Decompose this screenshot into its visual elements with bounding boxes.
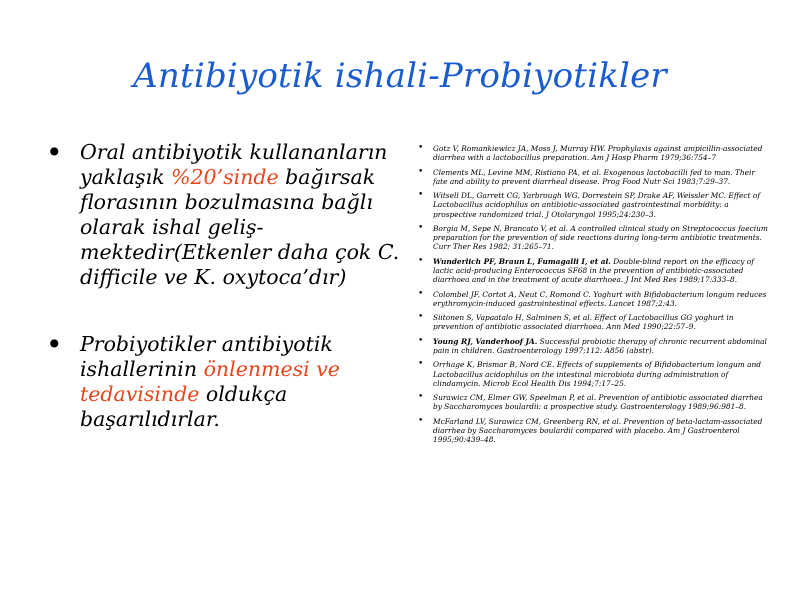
reference-item bbox=[412, 290, 768, 308]
main-bullet-list bbox=[46, 136, 406, 432]
bullet-dot-icon: • bbox=[418, 288, 424, 299]
reference-item bbox=[412, 257, 768, 285]
bullet-dot-icon: • bbox=[418, 222, 424, 233]
reference-item bbox=[412, 360, 768, 388]
reference-text: Double-blind report on the efficacy of lactic acid-producing Enterococcus SF68 in the prevention of antibiotic-associated diarrhoea and in the treatment of acute diarrhoea. J Int Med Res 1989;17:333–8. bbox=[433, 256, 754, 285]
reference-text: Siitonen S, Vapaatalo H, Salminen S, et al. Effect of Lactobacillus GG yoghurt in prevention of antibiotic associated diarrhoea. Ann Med 1990;22:57–9. bbox=[433, 313, 734, 332]
reference-text: McFarland LV, Surawicz CM, Greenberg RN, et al. Prevention of beta-lactam-associated diarrhea by Saccharomyces boulardii compared with placebo. Am J Gastroenterol 1995;90:439–48. bbox=[433, 416, 763, 445]
reference-text: Gotz V, Romankiewicz JA, Moss J, Murray HW. Prophylaxis against ampicillin-associated diarrhea with a lactobacillus preparation. Am J Hosp Pharm 1979;36:754–7 bbox=[433, 144, 763, 163]
reference-item bbox=[412, 191, 768, 219]
bullet-dot-icon: • bbox=[418, 312, 424, 323]
bullet-highlight: %20’sinde bbox=[171, 165, 279, 189]
bullet-dot-icon: • bbox=[418, 359, 424, 370]
reference-text: Surawicz CM, Elmer GW, Speelman P, et al. Prevention of antibiotic associated diarrhea by Saccharomyces boulardii: a prospective study. Gastroenterology 1989;96:981–8. bbox=[433, 393, 763, 412]
bullet-dot-icon: • bbox=[418, 335, 424, 346]
reference-authors: Wunderlich PF, Braun L, Fumagalli I, et al. bbox=[433, 256, 611, 266]
reference-text: Clements ML, Levine MM, Ristiano PA, et al. Exogenous lactobacilli fed to man. Their fate and ability to prevent diarrheal disease. Prog Food Nutr Sci 1983;7:29–37. bbox=[433, 167, 755, 186]
reference-text: Colombel JF, Cortot A, Neut C, Romond C. Yoghurt with Bifidobacterium longum reduces erythromycin-induced gastrointestinal effects. Lancet 1987;2:43. bbox=[433, 289, 767, 308]
reference-authors: Young RJ, Vanderhoof JA. bbox=[433, 336, 538, 346]
bullet-text: oldukça başarılıdırlar. bbox=[80, 382, 288, 431]
bullet-dot-icon: • bbox=[418, 190, 424, 201]
reference-item bbox=[412, 224, 768, 252]
reference-item bbox=[412, 337, 768, 355]
bullet-dot-icon: • bbox=[418, 255, 424, 266]
reference-item bbox=[412, 417, 768, 445]
bullet-dot-icon: • bbox=[418, 143, 424, 153]
reference-list bbox=[412, 144, 768, 450]
bullet-text: Oral antibiyotik kullananların yaklaşık bbox=[80, 140, 388, 189]
reference-text: Orrhage K, Brismar B, Nord CE. Effects of supplements of Bifidobacterium longum and Lactobacillus acidophilus on the intestinal microbiota during administration of clindamycin. Microb Ecol Health Dis 1994;7:17–25. bbox=[433, 360, 761, 388]
bullet-highlight: önlenmesi ve tedavisinde bbox=[80, 357, 340, 406]
reference-item bbox=[412, 313, 768, 331]
bullet-dot-icon: • bbox=[418, 415, 424, 426]
reference-item bbox=[412, 393, 768, 411]
bullet-dot-icon: • bbox=[46, 328, 63, 361]
slide-title: Antibiyotik ishali-Probiyotikler bbox=[133, 56, 667, 96]
bullet-item-probiotics bbox=[46, 328, 406, 432]
reference-item bbox=[412, 168, 768, 186]
reference-text: Witsell DL, Garrett CG, Yarbrough WG, Dorrestein SP, Drake AF, Weissler MC. Effect of Lactobacillus acidophilus on antibiotic-associated gastrointestinal morbidity: a prospective randomized trial. J Otolaryngol 1995;24:230–3. bbox=[433, 191, 761, 219]
bullet-dot-icon: • bbox=[46, 136, 63, 169]
bullet-text: bağırsak florasının bozulmasına bağlı olarak ishal geliş-mektedir(Etkenler daha çok C. difficile ve K. oxytoca’dır) bbox=[80, 165, 400, 289]
bullet-text: Probiyotikler antibiyotik ishallerinin bbox=[80, 332, 333, 381]
reference-text: Successful probiotic therapy of chronic recurrent abdominal pain in children. Gastroenterology 1997;112: A856 (abstr). bbox=[433, 336, 767, 355]
reference-text: Borgia M, Sepe N, Brancato V, et al. A controlled clinical study on Streptococcus faecium preparation for the prevention of side reactions during long-term antibiotic treatments. Curr Ther Res 1982; 31:265–71. bbox=[433, 223, 768, 252]
bullet-dot-icon: • bbox=[418, 166, 424, 177]
bullet-item-incidence bbox=[46, 136, 406, 290]
bullet-dot-icon: • bbox=[418, 392, 424, 403]
reference-item bbox=[412, 144, 768, 162]
